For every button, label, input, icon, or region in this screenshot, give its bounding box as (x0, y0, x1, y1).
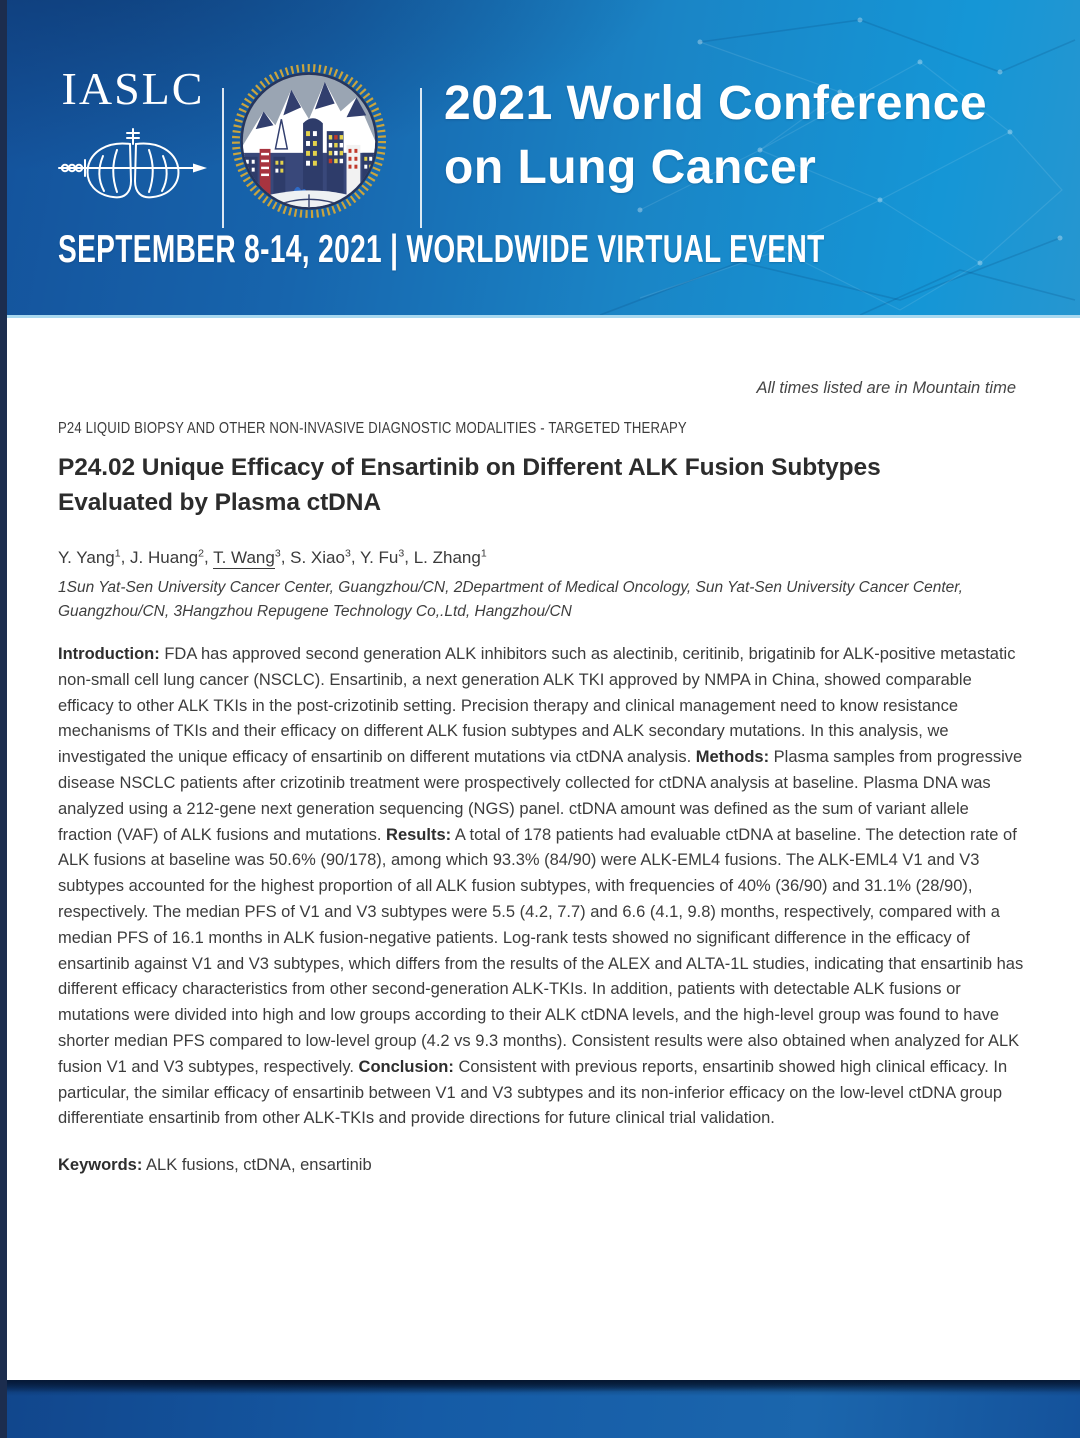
author: Y. Fu$^3$ (359, 547, 405, 567)
mountain-city-badge-icon (230, 62, 388, 220)
iaslc-logo (54, 63, 212, 213)
affiliations: 1Sun Yat-Sen University Cancer Center, Guangzhou/CN, 2Department of Medical Oncology, Sun Yat-Sen University Cancer Center, Guangzhou/CN, 3Hangzhou Repugene Technology Co,.Ltd, Hangzhou/CN (58, 579, 963, 620)
keywords-line (58, 1156, 372, 1175)
footer-band (0, 1380, 1080, 1438)
author: Y. Yang$^1$ (58, 547, 121, 567)
header-bottom-accent (0, 315, 1080, 318)
iaslc-logo-text: IASLC (61, 63, 205, 114)
abstract-body: Introduction: FDA has approved second generation ALK inhibitors such as alectinib, ceritinib, brigatinib for ALK-positive metastatic non-small cell lung cancer (NSCLC). Ensartinib, a next generation ALK TKI approved by NMPA in China, showed comparable efficacy to other ALK TKIs in the post-crizotinib setting. Precision therapy and clinical management need to know resistance mechanisms of TKIs and their efficacy on different ALK fusion subtypes and ALK secondary mutations. In this analysis, we investigated the unique efficacy of ensartinib on different mutations via ctDNA analysis. Methods: Plasma samples from progressive disease NSCLC patients after crizotinib treatment were prospectively collected for ctDNA analysis at baseline. Plasma DNA was analyzed using a 212-gene next generation sequencing (NGS) panel. ctDNA amount was defined as the sum of variant allele fraction (VAF) of ALK fusions and mutations. Results: A total of 178 patients had evaluable ctDNA at baseline. The detection rate of ALK fusions at baseline was 50.6% (90/178), among which 93.3% (84/90) were ALK-EML4 fusions. The ALK-EML4 V1 and V3 subtypes accounted for the highest proportion of all ALK fusion subtypes, with frequencies of 40% (36/90) and 31.1% (28/90), respectively. The median PFS of V1 and V3 subtypes were 5.5 (4.2, 7.7) and 6.6 (4.1, 9.8) months, respectively, compared with a median PFS of 16.1 months in ALK fusion-negative patients. Log-rank tests showed no significant difference in the efficacy of ensartinib against V1 and V3 subtypes, which differs from the results of the ALEX and ALTA-1L studies, indicating that ensartinib has different efficacy characteristics from other second-generation ALK-TKIs. In addition, patients with detectable ALK fusions or mutations were divided into high and low groups according to their ALK ctDNA levels, and the high-level group was found to have shorter median PFS compared to low-level group (4.2 vs 9.3 months). Consistent results were also obtained when analyzed for ALK fusion V1 and V3 subtypes, respectively. Conclusion: Consistent with previous reports, ensartinib showed high clinical efficacy. In particular, the similar efficacy of ensartinib between V1 and V3 subtypes and its non-inferior efficacy on the low-level ctDNA group differentiate ensartinib from other ALK-TKIs and provide directions for future clinical trial validation. (58, 645, 1024, 1128)
conference-title-line1: 2021 World Conference (444, 77, 988, 130)
keywords-label: Keywords: (58, 1156, 143, 1174)
lung-sword-icon (57, 124, 209, 208)
author: J. Huang$^2$ (130, 547, 204, 567)
keywords-value: ALK fusions, ctDNA, ensartinib (146, 1156, 372, 1174)
author: T. Wang$^3$ (213, 547, 281, 567)
conference-title-line2: on Lung Cancer (444, 141, 817, 194)
session-header: P24 LIQUID BIOPSY AND OTHER NON-INVASIVE DIAGNOSTIC MODALITIES - TARGETED THERAPY (58, 420, 687, 437)
author: S. Xiao$^3$ (290, 547, 351, 567)
header-divider (222, 88, 224, 228)
left-edge-strip (0, 0, 7, 1438)
authors-line: Y. Yang$^1$, J. Huang$^2$, T. Wang$^3$, S. Xiao$^3$, Y. Fu$^3$, L. Zhang$^1$ (58, 547, 487, 567)
author: L. Zhang$^1$ (413, 547, 487, 567)
conference-title (444, 72, 987, 200)
header-divider (420, 88, 422, 228)
abstract-title: P24.02 Unique Efficacy of Ensartinib on Different ALK Fusion Subtypes Evaluated by Plasma ctDNA (58, 454, 881, 516)
event-date-banner: SEPTEMBER 8-14, 2021 | WORLDWIDE VIRTUAL EVENT (58, 228, 825, 271)
timezone-note: All times listed are in Mountain time (756, 379, 1016, 397)
conference-header (0, 0, 1080, 315)
